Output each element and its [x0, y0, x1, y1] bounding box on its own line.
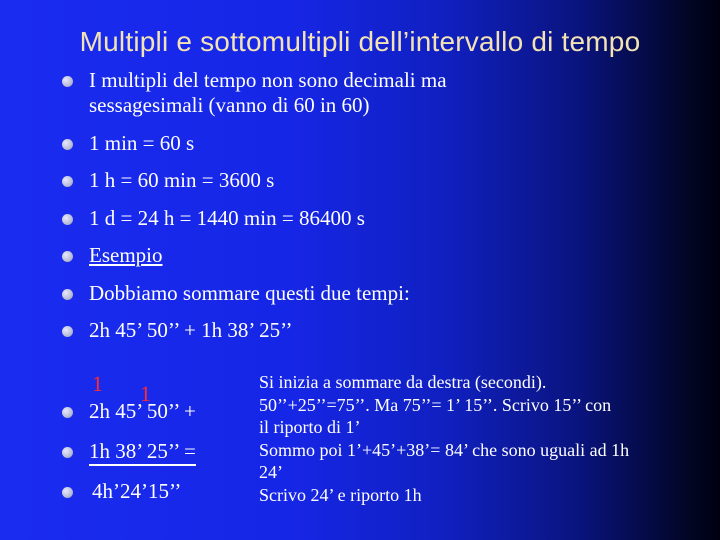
sum-row — [62, 438, 252, 464]
bullet-text: 1 min = 60 s — [89, 130, 195, 155]
bullet-text: 2h 45’ 50’’ + 1h 38’ 25’’ — [89, 318, 293, 342]
explanation-line: 50’’+25’’=75’’. Ma 75’’= 1’ 15’’. Scrivo 15’’ con — [259, 394, 612, 415]
sum-addend: 2h 45’ 50’’ + — [89, 399, 196, 423]
carry-digit: 1 — [140, 381, 151, 406]
bullet-item — [62, 68, 662, 118]
explanation-line: il riporto di 1’ — [259, 417, 361, 437]
bullet-dot-icon — [62, 214, 73, 225]
explanation-line: Scrivo 24’ e riporto 1h — [259, 484, 422, 505]
explanation-text — [259, 371, 717, 506]
bullet-item — [62, 168, 662, 193]
bullet-text: 1 h = 60 min = 3600 s — [89, 168, 275, 192]
bullet-dot-icon — [62, 326, 73, 337]
bullet-item — [62, 318, 662, 343]
bullet-dot-icon — [62, 139, 73, 150]
sum-result: 4h’24’15’’ — [92, 479, 182, 503]
bullet-dot-icon — [62, 487, 73, 498]
sum-row — [62, 478, 252, 504]
bullet-text: 1 d = 24 h = 1440 min = 86400 s — [89, 205, 365, 230]
explanation-line: 24’ — [259, 462, 283, 482]
bullet-text: Dobbiamo sommare questi due tempi: — [89, 280, 410, 305]
sum-addend: 1h 38’ 25’’ = — [89, 439, 196, 466]
bullet-list — [62, 68, 662, 356]
bullet-text: I multipli del tempo non sono decimali ma sessagesimali (vanno di 60 in 60) — [89, 68, 447, 117]
bullet-dot-icon — [62, 76, 73, 87]
carry-digit: 1 — [92, 371, 103, 396]
bullet-item — [62, 131, 662, 156]
slide-title: Multipli e sottomultipli dell’intervallo di tempo — [79, 26, 641, 57]
column-sum — [62, 398, 252, 518]
bullet-item — [62, 243, 662, 268]
explanation-line: Si inizia a sommare da destra (secondi). — [259, 372, 547, 392]
bullet-dot-icon — [62, 176, 73, 187]
sum-row — [62, 398, 252, 424]
bullet-item — [62, 206, 662, 231]
bullet-dot-icon — [62, 251, 73, 262]
example-heading: Esempio — [89, 243, 163, 267]
bullet-item — [62, 281, 662, 306]
bullet-dot-icon — [62, 447, 73, 458]
explanation-line: Sommo poi 1’+45’+38’= 84’ che sono uguali ad 1h — [259, 439, 630, 460]
bullet-dot-icon — [62, 289, 73, 300]
bullet-dot-icon — [62, 407, 73, 418]
